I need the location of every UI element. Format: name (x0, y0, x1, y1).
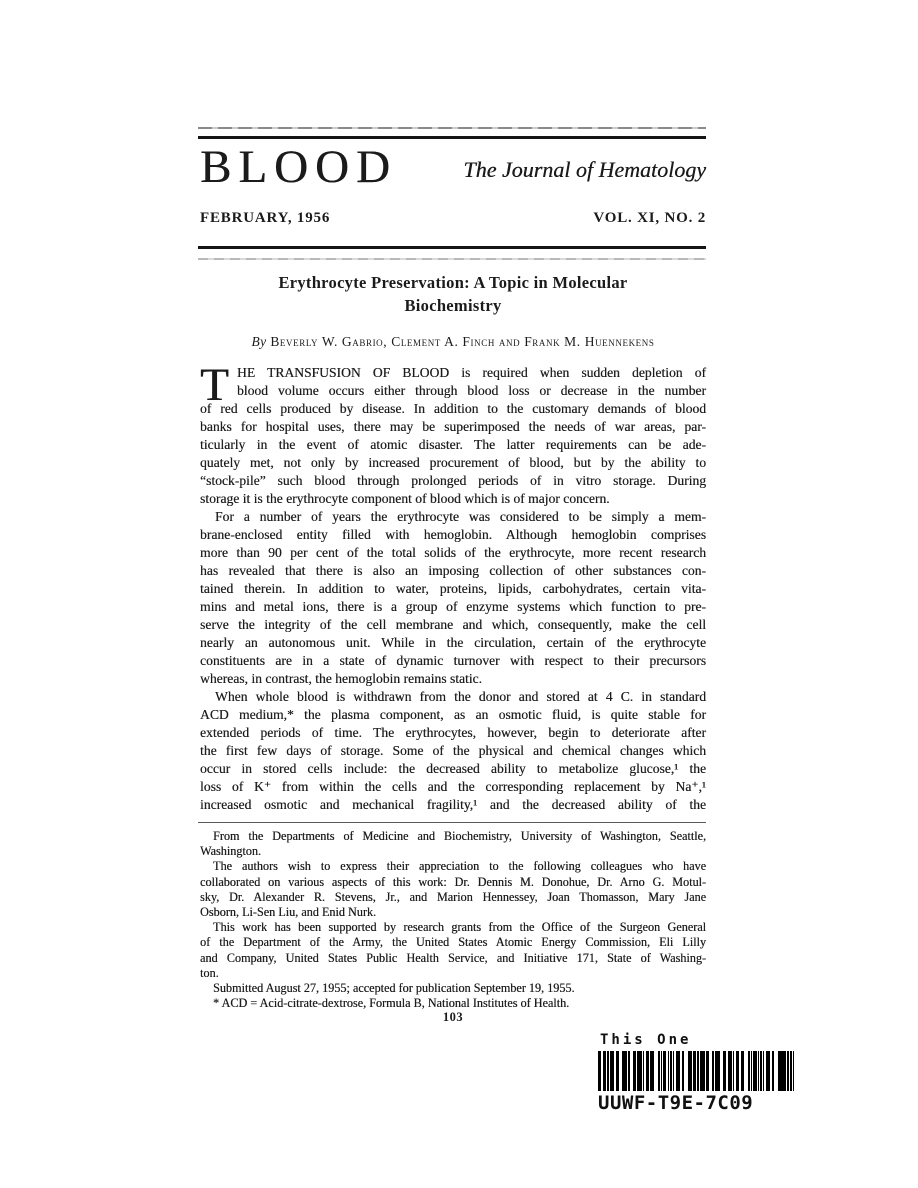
body-line: brane-enclosed entity filled with hemoglobin. Although hemoglobin comprises (200, 527, 706, 542)
footnote-line: collaborated on various aspects of this work: Dr. Dennis M. Donohue, Dr. Arno G. Motul- (200, 874, 706, 889)
footnote-line: From the Departments of Medicine and Biochemistry, University of Washington, Seattle, (213, 829, 706, 843)
body-line: occur in stored cells include: the decreased ability to metabolize glucose,¹ the (200, 761, 706, 776)
masthead (200, 141, 706, 193)
body-line: HE TRANSFUSION OF BLOOD is required when sudden depletion of (237, 365, 706, 380)
body-line: “stock-pile” such blood through prolonged periods of in vitro storage. During (200, 473, 706, 488)
footnote-line: ton. (200, 965, 219, 980)
body-line: banks for hospital uses, there may be superimposed the needs of war areas, par- (200, 419, 706, 434)
masthead-bottom-rule-thin (198, 258, 706, 260)
body-line: increased osmotic and mechanical fragility,¹ and the decreased ability of the (200, 797, 706, 812)
article-title (200, 271, 706, 317)
footnote-line: * ACD = Acid-citrate-dextrose, Formula B, National Institutes of Health. (213, 996, 570, 1011)
journal-name: BLOOD (200, 141, 397, 193)
footnote-line: The authors wish to express their appreciation to the following colleagues who have (213, 859, 706, 874)
footnote-line: of the Department of the Army, the United States Atomic Energy Commission, Eli Lilly (200, 935, 706, 950)
barcode-code: UUWF-T9E-7C09 (598, 1092, 754, 1114)
body-line: has revealed that there is also an imposing collection of other substances con- (200, 563, 706, 578)
issue-date: FEBRUARY, 1956 (200, 210, 331, 226)
footnote-line: Osborn, Li-Sen Liu, and Enid Nurk. (200, 905, 377, 920)
body-line: mins and metal ions, there is a group of enzyme systems which function to pre- (200, 599, 706, 614)
body-line: ACD medium,* the plasma component, as an osmotic fluid, is quite stable for (200, 707, 706, 722)
byline-authors: Beverly W. Gabrio, Clement A. Finch and Frank M. Huennekens (270, 334, 655, 349)
footnote-line: Submitted August 27, 1955; accepted for publication September 19, 1955. (213, 981, 575, 996)
stamp-label: This One (600, 1032, 692, 1048)
body-line: For a number of years the erythrocyte was considered to be simply a mem- (215, 509, 706, 524)
article-title-line2: Biochemistry (404, 296, 502, 315)
body-line: more than 90 per cent of the total solids of the erythrocyte, more recent research (200, 545, 706, 560)
ownership-stamp (598, 1032, 798, 1114)
barcode (598, 1051, 794, 1091)
footnote-separator (198, 822, 706, 823)
drop-cap: T (200, 359, 229, 411)
footnote-line: sky, Dr. Alexander R. Stevens, Jr., and Marion Hennessey, Joan Thomasson, Mary Jane (200, 889, 706, 904)
footnote-line: This work has been supported by research grants from the Office of the Surgeon General (213, 920, 706, 935)
masthead-top-rule-thin (198, 127, 706, 129)
body-line: ticularly in the event of atomic disaster. The latter requirements can be ade- (200, 437, 706, 452)
footnotes (200, 829, 706, 1011)
body-line: serve the integrity of the cell membrane and which, consequently, make the cell (200, 617, 706, 632)
body-line: whereas, in contrast, the hemoglobin remains static. (200, 671, 482, 686)
body-line: tained therein. In addition to water, proteins, lipids, carbohydrates, certain vita- (200, 581, 706, 596)
article-title-line1: Erythrocyte Preservation: A Topic in Molecular (278, 273, 628, 292)
body-line: the first few days of storage. Some of the physical and chemical changes which (200, 743, 706, 758)
body-line: extended periods of time. The erythrocytes, however, begin to deteriorate after (200, 725, 706, 740)
byline (200, 334, 706, 350)
issue-volume: VOL. XI, NO. 2 (593, 210, 706, 226)
issue-dateline (200, 210, 706, 227)
body-line: nearly an autonomous unit. While in the circulation, certain of the erythrocyte (200, 635, 706, 650)
body-line: When whole blood is withdrawn from the donor and stored at 4 C. in standard (215, 689, 706, 704)
body-line: of red cells produced by disease. In addition to the customary demands of blood (200, 401, 706, 416)
footnote-line: Washington. (200, 844, 261, 859)
masthead-top-rule-thick (198, 136, 706, 139)
byline-by: By (251, 334, 267, 349)
article-body (200, 359, 706, 814)
body-line: constituents are in a state of dynamic turnover with respect to their precursors (200, 653, 706, 668)
body-line: quately met, not only by increased procurement of blood, but by the ability to (200, 455, 706, 470)
body-line: blood volume occurs either through blood loss or decrease in the number (237, 383, 706, 398)
page-number: 103 (442, 1010, 464, 1024)
body-line: storage it is the erythrocyte component of blood which is of major concern. (200, 491, 610, 506)
masthead-bottom-rule-thick (198, 246, 706, 249)
body-line: loss of K⁺ from within the cells and the corresponding replacement by Na⁺,¹ (200, 779, 706, 794)
footnote-line: and Company, United States Public Health Service, and Initiative 171, State of Washing- (200, 950, 706, 965)
journal-subtitle: The Journal of Hematology (463, 157, 706, 182)
